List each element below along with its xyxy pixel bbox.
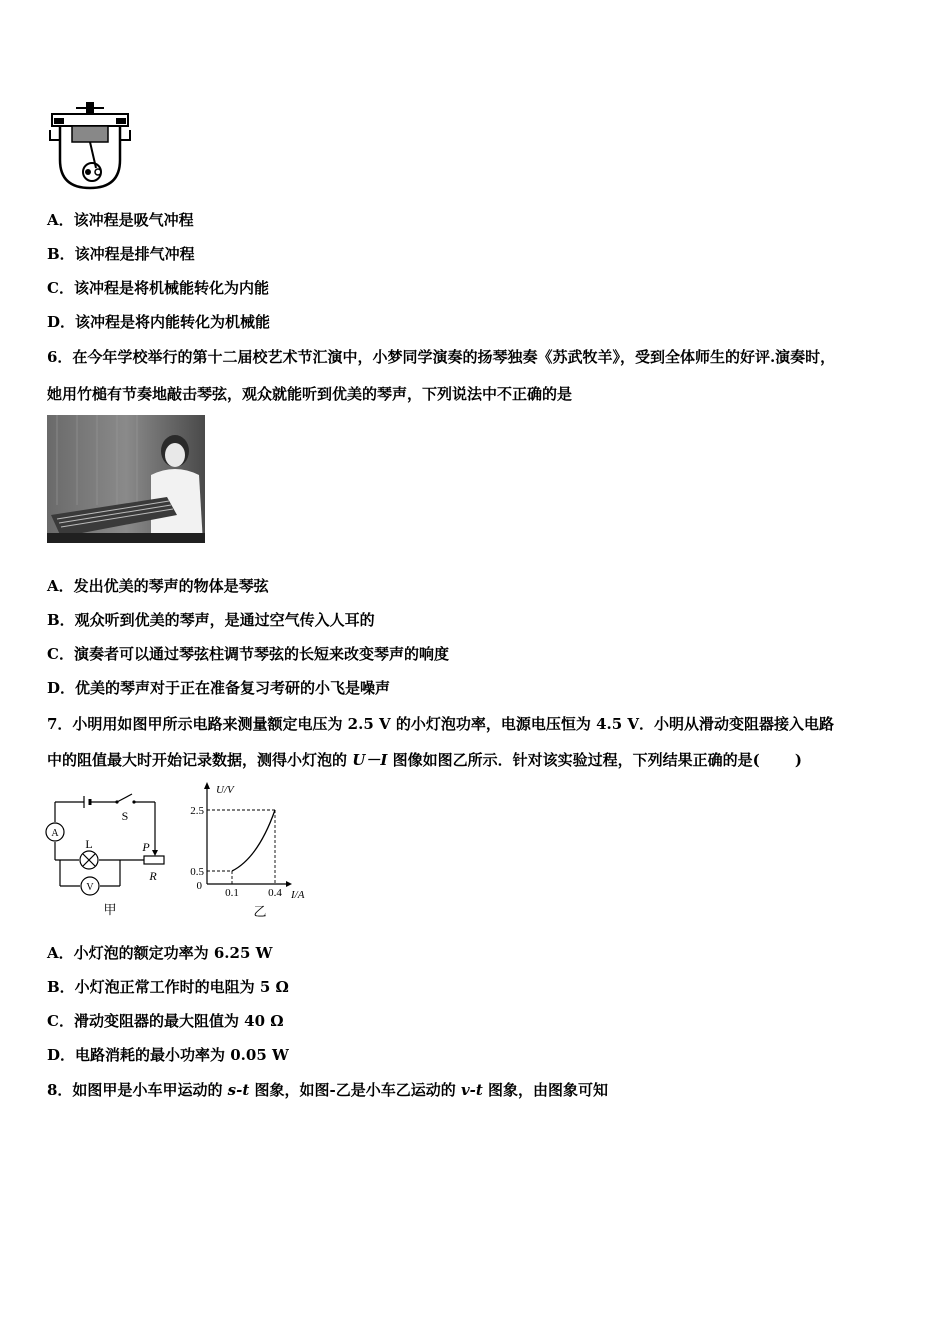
q8-stem (47, 1080, 608, 1100)
q5-option-a: A．该冲程是吸气冲程 (47, 211, 194, 229)
graph-xlabel: I/A (291, 889, 305, 901)
q7-stem-line2-a: 中的阻值最大时开始记录数据，测得小灯泡的 (47, 751, 353, 769)
q7-option-a: A．小灯泡的额定功率为 6.25 W (47, 944, 273, 962)
q7-stem-line2 (47, 750, 802, 770)
q5-option-b: B．该冲程是排气冲程 (47, 245, 195, 263)
q6-option-d: D．优美的琴声对于正在准备复习考研的小飞是噪声 (47, 679, 391, 697)
graph-ylabel: U/V (216, 784, 234, 796)
q6-option-b: B．观众听到优美的琴声，是通过空气传入人耳的 (47, 611, 375, 629)
q5-option-d: D．该冲程是将内能转化为机械能 (47, 313, 271, 331)
resistor-label: R (149, 869, 157, 883)
q7-option-d: D．电路消耗的最小功率为 0.05 W (47, 1046, 289, 1064)
q7-option-b: B．小灯泡正常工作时的电阻为 5 Ω (47, 978, 289, 996)
q6-option-a: A．发出优美的琴声的物体是琴弦 (47, 577, 269, 595)
ui-graph (180, 780, 315, 922)
q5-option-c: C．该冲程是将机械能转化为内能 (47, 279, 269, 297)
q7-ui-variable: U－I (352, 751, 388, 769)
q6-stem-line2: 她用竹槌有节奏地敲击琴弦，观众就能听到优美的琴声，下列说法中不正确的是 (47, 385, 573, 403)
switch-label: S (121, 809, 129, 823)
y-tick-2-5: 2.5 (190, 805, 204, 817)
x-tick-0-1: 0.1 (225, 887, 239, 899)
lamp-label: L (85, 837, 93, 851)
slider-label: P (142, 840, 150, 854)
q8-vt-variable: v-t (460, 1081, 483, 1099)
q8-stem-c: 图象，由图象可知 (482, 1081, 609, 1099)
voltmeter-label: V (86, 882, 94, 893)
y-tick-0-5: 0.5 (190, 866, 204, 878)
circuit-diagram (42, 790, 170, 920)
graph-origin: 0 (196, 880, 202, 892)
x-tick-0-4: 0.4 (268, 887, 282, 899)
q8-stem-b: 图象，如图-乙是小车乙运动的 (249, 1081, 461, 1099)
q6-stem-line1: 6．在今年学校举行的第十二届校艺术节汇演中，小梦同学演奏的扬琴独奏《苏武牧羊》，受到全体师生的好评.演奏时， (47, 348, 836, 366)
q7-stem-line2-b: 图像如图乙所示．针对该实验过程，下列结果正确的是( ) (387, 751, 802, 769)
ammeter-label: A (51, 828, 59, 839)
graph-caption: 乙 (253, 904, 267, 919)
dulcimer-photo (47, 415, 205, 543)
circuit-caption: 甲 (103, 902, 117, 917)
engine-stroke-figure (46, 100, 134, 194)
q7-option-c: C．滑动变阻器的最大阻值为 40 Ω (47, 1012, 284, 1030)
q8-stem-a: 8．如图甲是小车甲运动的 (47, 1081, 228, 1099)
q8-st-variable: s-t (227, 1081, 250, 1099)
q6-option-c: C．演奏者可以通过琴弦柱调节琴弦的长短来改变琴声的响度 (47, 645, 449, 663)
q7-stem-line1: 7．小明用如图甲所示电路来测量额定电压为 2.5 V 的小灯泡功率，电源电压恒为 4.5 V．小明从滑动变阻器接入电路 (47, 715, 835, 733)
